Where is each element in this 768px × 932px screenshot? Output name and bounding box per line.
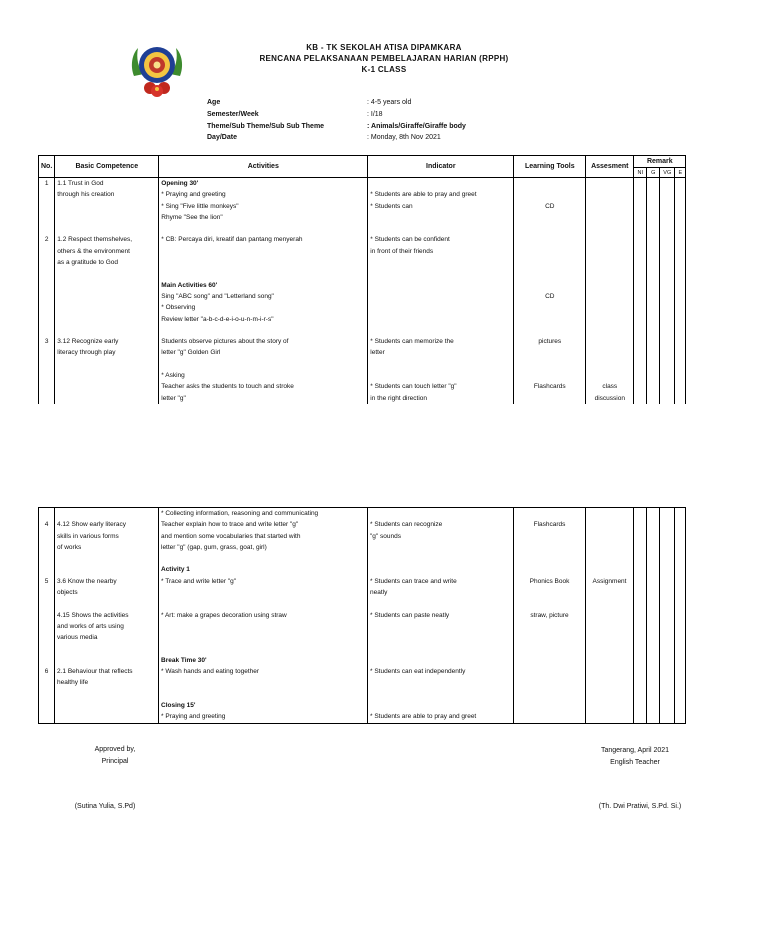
col-header-remark: Remark <box>634 156 686 168</box>
indicator-line <box>370 325 511 336</box>
competence-line <box>57 325 156 336</box>
competence-line: objects <box>57 589 78 597</box>
no-line <box>41 553 52 564</box>
competence-line <box>57 598 156 609</box>
activities-line <box>161 644 365 655</box>
indicator-line <box>370 598 511 609</box>
cell-no <box>39 178 55 405</box>
info-label-age: Age <box>207 99 221 106</box>
cell-remark <box>675 178 686 405</box>
tools-line <box>516 508 583 519</box>
indicator-line <box>370 677 511 688</box>
activities-line: * Trace and write letter "g" <box>161 577 237 585</box>
activities-line: * Asking <box>161 372 185 380</box>
competence-line: as a gratitude to God <box>57 259 118 267</box>
indicator-line <box>370 553 511 564</box>
no-line <box>41 291 52 302</box>
tools-line <box>516 246 583 257</box>
cell-remark <box>660 508 675 724</box>
no-line <box>41 201 52 212</box>
activities-line <box>161 689 365 700</box>
no-line <box>41 508 52 519</box>
assessment-line: Assignment <box>592 577 627 585</box>
activities-line: * Praying and greeting <box>161 713 226 721</box>
tools-line <box>516 370 583 381</box>
indicator-line: * Students can trace and write <box>370 577 457 585</box>
principal-name: (Sutina Yulia, S.Pd) <box>74 803 136 810</box>
assessment-line <box>588 621 631 632</box>
no-line <box>41 655 52 666</box>
indicator-line <box>370 291 511 302</box>
competence-line <box>57 655 156 666</box>
tools-line <box>516 234 583 245</box>
activities-line: Teacher asks the students to touch and stroke <box>161 383 294 391</box>
info-label-semester: Semester/Week <box>207 111 259 118</box>
rpph-table-bottom <box>38 507 686 724</box>
activities-line: * Art: make a grapes decoration using straw <box>161 611 287 619</box>
tools-line: CD <box>545 292 555 300</box>
no-line: 1 <box>44 180 49 187</box>
tools-line <box>516 212 583 223</box>
competence-line: various media <box>57 634 98 642</box>
info-value-semester: : I/18 <box>367 111 383 118</box>
competence-line <box>57 564 156 575</box>
principal-label: Principal <box>101 758 129 765</box>
indicator-line <box>370 302 511 313</box>
assessment-line <box>588 347 631 358</box>
tools-line <box>516 666 583 677</box>
col-header-indicator: Indicator <box>368 156 514 178</box>
competence-line: through his creation <box>57 191 115 199</box>
competence-line <box>57 711 156 722</box>
tools-line <box>516 542 583 553</box>
competence-line: 4.15 Shows the activities <box>57 611 129 619</box>
indicator-line <box>370 700 511 711</box>
cell-assessment <box>586 178 634 405</box>
competence-line <box>57 381 156 392</box>
activities-line <box>161 246 365 257</box>
assessment-line <box>588 291 631 302</box>
tools-line <box>516 689 583 700</box>
cell-remark <box>647 508 660 724</box>
no-line <box>41 381 52 392</box>
cell-activities <box>159 178 368 405</box>
tools-line <box>516 711 583 722</box>
activities-line <box>161 325 365 336</box>
teacher-name: (Th. Dwi Pratiwi, S.Pd. Si.) <box>598 803 682 810</box>
assessment-line <box>588 610 631 621</box>
competence-line: 1.1 Trust in God <box>57 180 104 187</box>
tools-line <box>516 280 583 291</box>
col-header-competence: Basic Competence <box>55 156 159 178</box>
assessment-line: discussion <box>594 394 625 402</box>
indicator-line: * Students are able to pray and greet <box>370 713 477 721</box>
no-line <box>41 212 52 223</box>
assessment-line <box>588 519 631 530</box>
competence-line <box>57 291 156 302</box>
competence-line <box>57 700 156 711</box>
cell-remark <box>660 178 675 405</box>
document-title: RENCANA PELAKSANAAN PEMBELAJARAN HARIAN (RPPH) <box>259 54 509 63</box>
no-line <box>41 598 52 609</box>
remark-ni: NI <box>634 168 647 178</box>
no-line <box>41 370 52 381</box>
tools-line <box>516 700 583 711</box>
cell-remark <box>675 508 686 724</box>
activities-line: * Wash hands and eating together <box>161 668 260 676</box>
competence-line <box>57 212 156 223</box>
indicator-line: in front of their friends <box>370 247 434 255</box>
no-line <box>41 711 52 722</box>
activities-line: letter "g" (gap, gum, grass, goat, girl) <box>161 543 267 551</box>
activities-line: * Sing "Five little monkeys" <box>161 202 239 210</box>
competence-line <box>57 314 156 325</box>
no-line <box>41 246 52 257</box>
cell-no <box>39 508 55 724</box>
tools-line <box>516 359 583 370</box>
cell-tools <box>514 178 586 405</box>
no-line <box>41 531 52 542</box>
activities-line: * Praying and greeting <box>161 191 226 199</box>
tools-line: CD <box>545 202 555 210</box>
competence-line <box>57 359 156 370</box>
activities-line <box>161 223 365 234</box>
competence-line <box>57 393 156 404</box>
no-line <box>41 302 52 313</box>
assessment-line <box>588 700 631 711</box>
indicator-line <box>370 223 511 234</box>
assessment-line <box>588 189 631 200</box>
assessment-line <box>588 677 631 688</box>
assessment-line <box>588 234 631 245</box>
assessment-line <box>588 223 631 234</box>
competence-line: literacy through play <box>57 349 116 357</box>
indicator-line <box>370 564 511 575</box>
indicator-line <box>370 621 511 632</box>
activities-line: Closing 15' <box>161 702 196 710</box>
tools-line <box>516 655 583 666</box>
no-line: 5 <box>44 577 49 585</box>
info-label-theme: Theme/Sub Theme/Sub Sub Theme <box>207 123 325 130</box>
activities-line <box>161 598 365 609</box>
activities-line: letter "g" Golden Girl <box>161 349 221 357</box>
activities-line <box>161 268 365 279</box>
tools-line <box>516 644 583 655</box>
assessment-line <box>588 336 631 347</box>
competence-line: 3.12 Recognize early <box>57 338 119 346</box>
indicator-line <box>370 178 511 189</box>
assessment-line <box>588 666 631 677</box>
info-value-age: : 4-5 years old <box>367 99 412 106</box>
cell-remark <box>634 178 647 405</box>
tools-line: Phonics Book <box>529 577 570 585</box>
tools-line: straw, picture <box>530 611 569 619</box>
indicator-line <box>370 508 511 519</box>
indicator-line: * Students can <box>370 202 413 210</box>
indicator-line: * Students can recognize <box>370 521 443 529</box>
competence-line <box>57 553 156 564</box>
indicator-line <box>370 655 511 666</box>
no-line <box>41 347 52 358</box>
assessment-line <box>588 325 631 336</box>
no-line <box>41 268 52 279</box>
info-label-date: Day/Date <box>207 134 237 141</box>
no-line <box>41 325 52 336</box>
indicator-line <box>370 370 511 381</box>
activities-line: * CB: Percaya diri, kreatif dan pantang menyerah <box>161 236 303 244</box>
competence-line: 4.12 Show early literacy <box>57 521 127 529</box>
table-row <box>39 178 686 405</box>
competence-line <box>57 223 156 234</box>
competence-line <box>57 268 156 279</box>
tools-line <box>516 564 583 575</box>
tools-line <box>516 302 583 313</box>
col-header-assessment: Assesment <box>586 156 634 178</box>
cell-competence <box>55 178 159 405</box>
assessment-line <box>588 246 631 257</box>
indicator-line <box>370 542 511 553</box>
no-line <box>41 280 52 291</box>
no-line: 3 <box>44 338 49 346</box>
no-line <box>41 314 52 325</box>
competence-line <box>57 370 156 381</box>
indicator-line: in the right direction <box>370 394 428 402</box>
indicator-line <box>370 212 511 223</box>
class-name: K-1 CLASS <box>361 65 407 74</box>
no-line <box>41 689 52 700</box>
assessment-line <box>588 257 631 268</box>
assessment-line <box>588 201 631 212</box>
assessment-line <box>588 711 631 722</box>
tools-line <box>516 178 583 189</box>
no-line: 6 <box>44 668 49 676</box>
tools-line <box>516 347 583 358</box>
cell-remark <box>634 508 647 724</box>
no-line <box>41 564 52 575</box>
tools-line <box>516 621 583 632</box>
indicator-line: * Students can eat independently <box>370 668 466 676</box>
no-line <box>41 610 52 621</box>
school-name: KB - TK SEKOLAH ATISA DIPAMKARA <box>306 43 462 52</box>
tools-line <box>516 325 583 336</box>
no-line <box>41 632 52 643</box>
cell-remark <box>647 178 660 405</box>
no-line <box>41 189 52 200</box>
table-row <box>39 508 686 724</box>
indicator-line <box>370 268 511 279</box>
tools-line <box>516 677 583 688</box>
tools-line <box>516 189 583 200</box>
competence-line <box>57 644 156 655</box>
assessment-line <box>588 212 631 223</box>
competence-line: and works of arts using <box>57 622 124 630</box>
activities-line: * Collecting information, reasoning and communicating <box>161 510 319 517</box>
teacher-role: English Teacher <box>610 759 660 766</box>
activities-line: Teacher explain how to trace and write letter "g" <box>161 521 299 529</box>
assessment-line <box>588 587 631 598</box>
competence-line: of works <box>57 543 82 551</box>
activities-line: Students observe pictures about the story of <box>161 338 289 346</box>
approved-label: Approved by, <box>94 746 136 753</box>
activities-line: letter "g" <box>161 394 186 402</box>
tools-line: pictures <box>538 338 562 346</box>
no-line: 4 <box>44 521 49 529</box>
assessment-line <box>588 178 631 189</box>
cell-assessment <box>586 508 634 724</box>
info-value-date: : Monday, 8th Nov 2021 <box>367 134 441 141</box>
indicator-line <box>370 689 511 700</box>
assessment-line <box>588 564 631 575</box>
tools-line <box>516 257 583 268</box>
activities-line: and mention some vocabularies that started with <box>161 532 301 540</box>
activities-line <box>161 359 365 370</box>
indicator-line <box>370 632 511 643</box>
activities-line: Break Time 30' <box>161 656 207 664</box>
assessment-line <box>588 632 631 643</box>
indicator-line <box>370 257 511 268</box>
assessment-line <box>588 268 631 279</box>
no-line <box>41 223 52 234</box>
tools-line <box>516 314 583 325</box>
competence-line: healthy life <box>57 679 89 687</box>
competence-line: 2.1 Behaviour that reflects <box>57 668 133 676</box>
cell-competence <box>55 508 159 724</box>
tools-line <box>516 223 583 234</box>
indicator-line <box>370 280 511 291</box>
competence-line: others & the environment <box>57 247 130 255</box>
remark-e: E <box>675 168 686 178</box>
rpph-table-top <box>38 155 686 404</box>
activities-line <box>161 621 365 632</box>
assessment-line <box>588 302 631 313</box>
assessment-line <box>588 359 631 370</box>
competence-line <box>57 201 156 212</box>
col-header-no: No. <box>39 156 55 178</box>
no-line <box>41 587 52 598</box>
tools-line <box>516 587 583 598</box>
tools-line <box>516 268 583 279</box>
activities-line: Sing "ABC song" and "Letterland song" <box>161 292 274 300</box>
activities-line <box>161 632 365 643</box>
activities-line: Opening 30' <box>161 180 199 187</box>
indicator-line: * Students can memorize the <box>370 338 454 346</box>
activities-line: Main Activities 60' <box>161 281 218 289</box>
activities-line <box>161 587 365 598</box>
assessment-line <box>588 689 631 700</box>
indicator-line: * Students can paste neatly <box>370 611 450 619</box>
assessment-line <box>588 655 631 666</box>
indicator-line: letter <box>370 349 385 357</box>
assessment-line <box>588 370 631 381</box>
col-header-activities: Activities <box>159 156 368 178</box>
cell-indicator <box>368 178 514 405</box>
indicator-line <box>370 359 511 370</box>
no-line <box>41 393 52 404</box>
cell-indicator <box>368 508 514 724</box>
indicator-line <box>370 314 511 325</box>
tools-line <box>516 598 583 609</box>
competence-line: 1.2 Respect themshelves, <box>57 236 133 244</box>
tools-line <box>516 553 583 564</box>
assessment-line <box>588 531 631 542</box>
no-line <box>41 257 52 268</box>
remark-vg: VG <box>660 168 675 178</box>
activities-line <box>161 553 365 564</box>
indicator-line: neatly <box>370 589 388 597</box>
indicator-line: "g" sounds <box>370 532 401 540</box>
competence-line: skills in various forms <box>57 532 119 540</box>
activities-line: * Observing <box>161 304 196 312</box>
no-line <box>41 359 52 370</box>
activities-line <box>161 677 365 688</box>
indicator-line: * Students are able to pray and greet <box>370 191 477 199</box>
place-date: Tangerang, April 2021 <box>600 747 670 754</box>
remark-g: G <box>647 168 660 178</box>
tools-line <box>516 531 583 542</box>
tools-line <box>516 393 583 404</box>
assessment-line <box>588 280 631 291</box>
competence-line <box>57 689 156 700</box>
tools-line: Flashcards <box>533 521 566 529</box>
no-line: 2 <box>44 236 49 244</box>
activities-line: Review letter "a-b-c-d-e-i-o-u-n-m-i-r-s" <box>161 315 274 323</box>
no-line <box>41 644 52 655</box>
assessment-line <box>588 553 631 564</box>
cell-tools <box>514 508 586 724</box>
assessment-line <box>588 542 631 553</box>
activities-line <box>161 257 365 268</box>
indicator-line: * Students can touch letter "g" <box>370 383 457 391</box>
no-line <box>41 621 52 632</box>
no-line <box>41 542 52 553</box>
no-line <box>41 677 52 688</box>
info-value-theme: : Animals/Giraffe/Giraffe body <box>367 123 466 130</box>
assessment-line <box>588 508 631 519</box>
col-header-tools: Learning Tools <box>514 156 586 178</box>
no-line <box>41 700 52 711</box>
tools-line: Flashcards <box>533 383 566 391</box>
assessment-line <box>588 598 631 609</box>
indicator-line: * Students can be confident <box>370 236 450 244</box>
competence-line <box>57 302 156 313</box>
competence-line <box>57 508 156 519</box>
activities-line: Activity 1 <box>161 566 190 574</box>
indicator-line <box>370 644 511 655</box>
assessment-line: class <box>602 383 618 391</box>
activities-line: Rhyme "See the lion" <box>161 213 223 221</box>
assessment-line <box>588 644 631 655</box>
cell-activities <box>159 508 368 724</box>
tools-line <box>516 632 583 643</box>
assessment-line <box>588 314 631 325</box>
competence-line: 3.6 Know the nearby <box>57 577 117 585</box>
competence-line <box>57 280 156 291</box>
